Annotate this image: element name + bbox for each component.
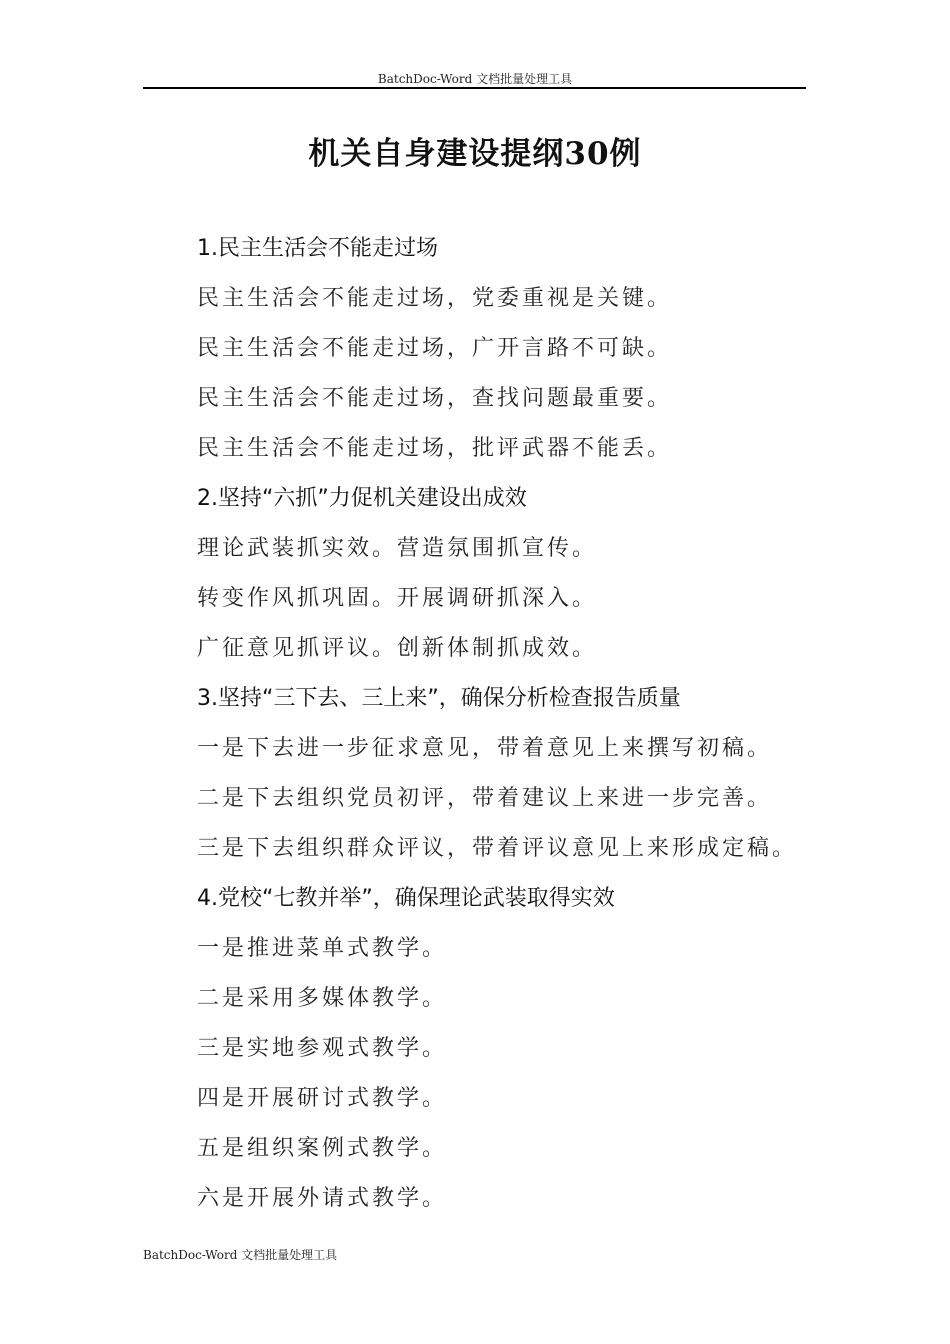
body-paragraph: 五是组织案例式教学。 — [197, 1136, 448, 1161]
section-heading: 3.坚持“三下去、三上来”，确保分析检查报告质量 — [197, 686, 681, 711]
body-paragraph: 民主生活会不能走过场，党委重视是关键。 — [197, 286, 673, 311]
body-paragraph: 三是下去组织群众评议，带着评议意见上来形成定稿。 — [197, 836, 798, 861]
body-paragraph: 四是开展研讨式教学。 — [197, 1086, 448, 1111]
section-heading: 4.党校“七教并举”，确保理论武装取得实效 — [197, 886, 615, 911]
body-paragraph: 六是开展外请式教学。 — [197, 1186, 448, 1211]
body-paragraph: 二是下去组织党员初评，带着建议上来进一步完善。 — [197, 786, 773, 811]
body-paragraph: 广征意见抓评议。创新体制抓成效。 — [197, 636, 598, 661]
document-title: 机关自身建设提纲30例 — [308, 136, 642, 172]
body-paragraph: 转变作风抓巩固。开展调研抓深入。 — [197, 586, 598, 611]
body-paragraph: 二是采用多媒体教学。 — [197, 986, 448, 1011]
body-paragraph: 一是推进菜单式教学。 — [197, 936, 448, 961]
document-body — [197, 229, 817, 1229]
body-paragraph: 民主生活会不能走过场，广开言路不可缺。 — [197, 336, 673, 361]
body-paragraph: 一是下去进一步征求意见，带着意见上来撰写初稿。 — [197, 736, 773, 761]
page-header: BatchDoc-Word 文档批量处理工具 — [377, 72, 573, 86]
header-divider — [143, 87, 806, 89]
body-paragraph: 三是实地参观式教学。 — [197, 1036, 448, 1061]
body-paragraph: 民主生活会不能走过场，查找问题最重要。 — [197, 386, 673, 411]
body-paragraph: 理论武装抓实效。营造氛围抓宣传。 — [197, 536, 598, 561]
page-footer: BatchDoc-Word 文档批量处理工具 — [143, 1248, 338, 1262]
body-paragraph: 民主生活会不能走过场，批评武器不能丢。 — [197, 436, 673, 461]
section-heading: 2.坚持“六抓”力促机关建设出成效 — [197, 486, 527, 511]
section-heading: 1.民主生活会不能走过场 — [197, 236, 438, 261]
